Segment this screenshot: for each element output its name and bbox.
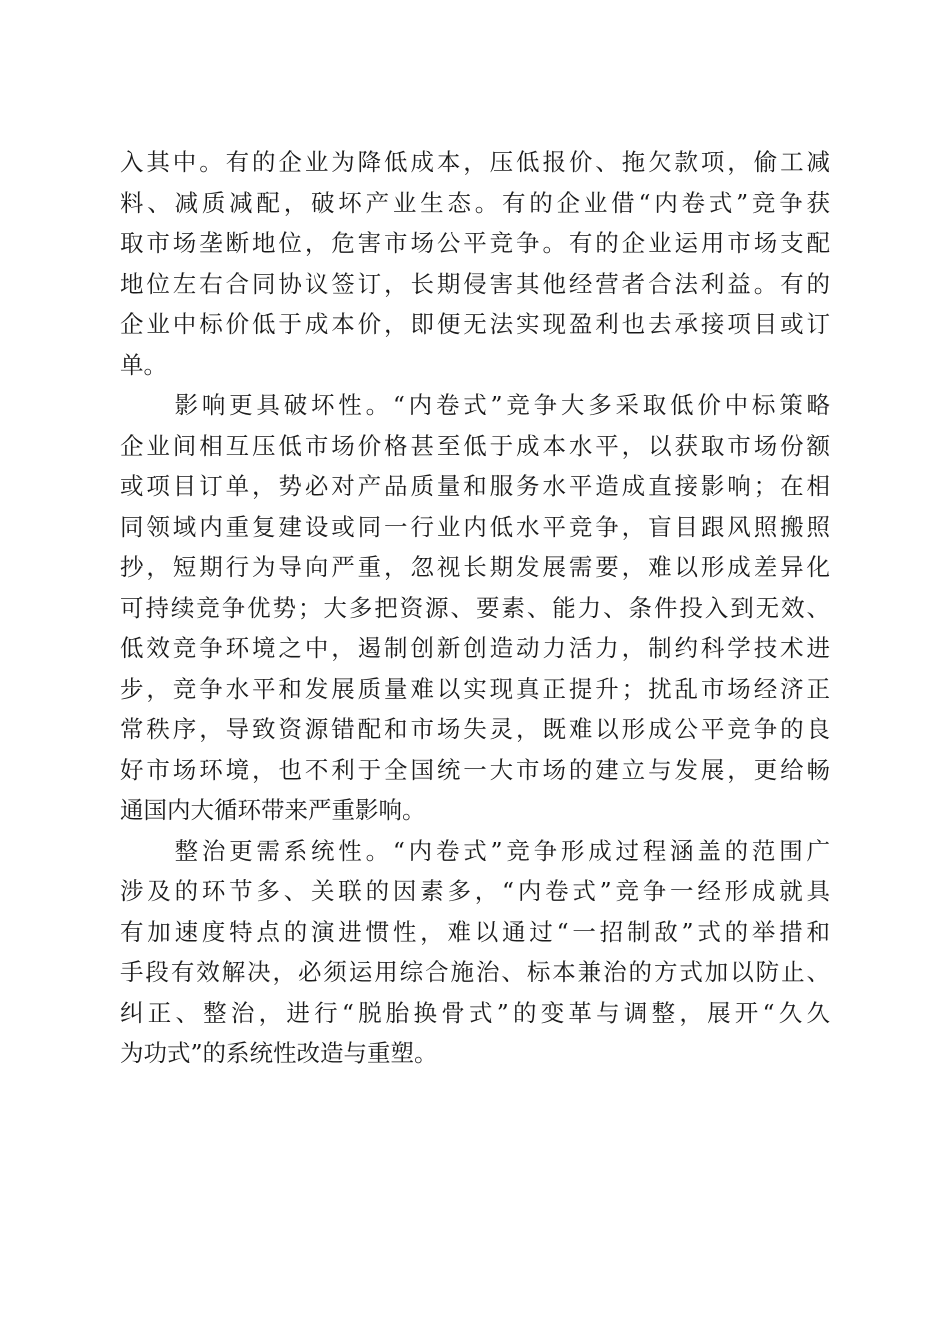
paragraph-2 [120, 385, 830, 831]
paragraph-1 [120, 142, 830, 385]
text-line: 企业中标价低于成本价，即便无法实现盈利也去承接项目或订 [120, 310, 830, 338]
text-line: 常秩序，导致资源错配和市场失灵，既难以形成公平竞争的良 [120, 715, 830, 743]
document-body [120, 142, 830, 1074]
paragraph-3 [120, 831, 830, 1074]
text-line: 步，竞争水平和发展质量难以实现真正提升；扰乱市场经济正 [120, 674, 830, 703]
text-line: 取市场垄断地位，危害市场公平竞争。有的企业运用市场支配 [120, 229, 830, 257]
text-line: 同领域内重复建设或同一行业内低水平竞争，盲目跟风照搬照 [120, 512, 830, 541]
text-line: 整治更需系统性。“内卷式”竞争形成过程涵盖的范围广 [120, 836, 830, 865]
text-line: 手段有效解决，必须运用综合施治、标本兼治的方式加以防止、 [120, 958, 830, 986]
text-line: 抄，短期行为导向严重，忽视长期发展需要，难以形成差异化 [120, 553, 830, 581]
text-line: 地位左右合同协议签订，长期侵害其他经营者合法利益。有的 [120, 269, 830, 298]
text-line: 可持续竞争优势；大多把资源、要素、能力、条件投入到无效、 [120, 593, 830, 622]
text-line: 涉及的环节多、关联的因素多，“内卷式”竞争一经形成就具 [120, 877, 830, 905]
text-line: 有加速度特点的演进惯性，难以通过“一招制敌”式的举措和 [120, 917, 830, 946]
text-line: 低效竞争环境之中，遏制创新创造动力活力，制约科学技术进 [120, 634, 830, 662]
text-line: 或项目订单，势必对产品质量和服务水平造成直接影响；在相 [120, 472, 830, 500]
text-line: 为功式”的系统性改造与重塑。 [120, 1039, 438, 1067]
text-line: 入其中。有的企业为降低成本，压低报价、拖欠款项，偷工减 [120, 148, 830, 176]
text-line: 单。 [120, 350, 167, 379]
text-line: 企业间相互压低市场价格甚至低于成本水平，以获取市场份额 [120, 431, 830, 460]
text-line: 纠正、整治，进行“脱胎换骨式”的变革与调整，展开“久久 [120, 998, 830, 1027]
text-line: 料、减质减配，破坏产业生态。有的企业借“内卷式”竞争获 [120, 188, 830, 217]
text-line: 影响更具破坏性。“内卷式”竞争大多采取低价中标策略 [120, 391, 830, 419]
text-line: 好市场环境，也不利于全国统一大市场的建立与发展，更给畅 [120, 755, 830, 784]
text-line: 通国内大循环带来严重影响。 [120, 796, 426, 824]
